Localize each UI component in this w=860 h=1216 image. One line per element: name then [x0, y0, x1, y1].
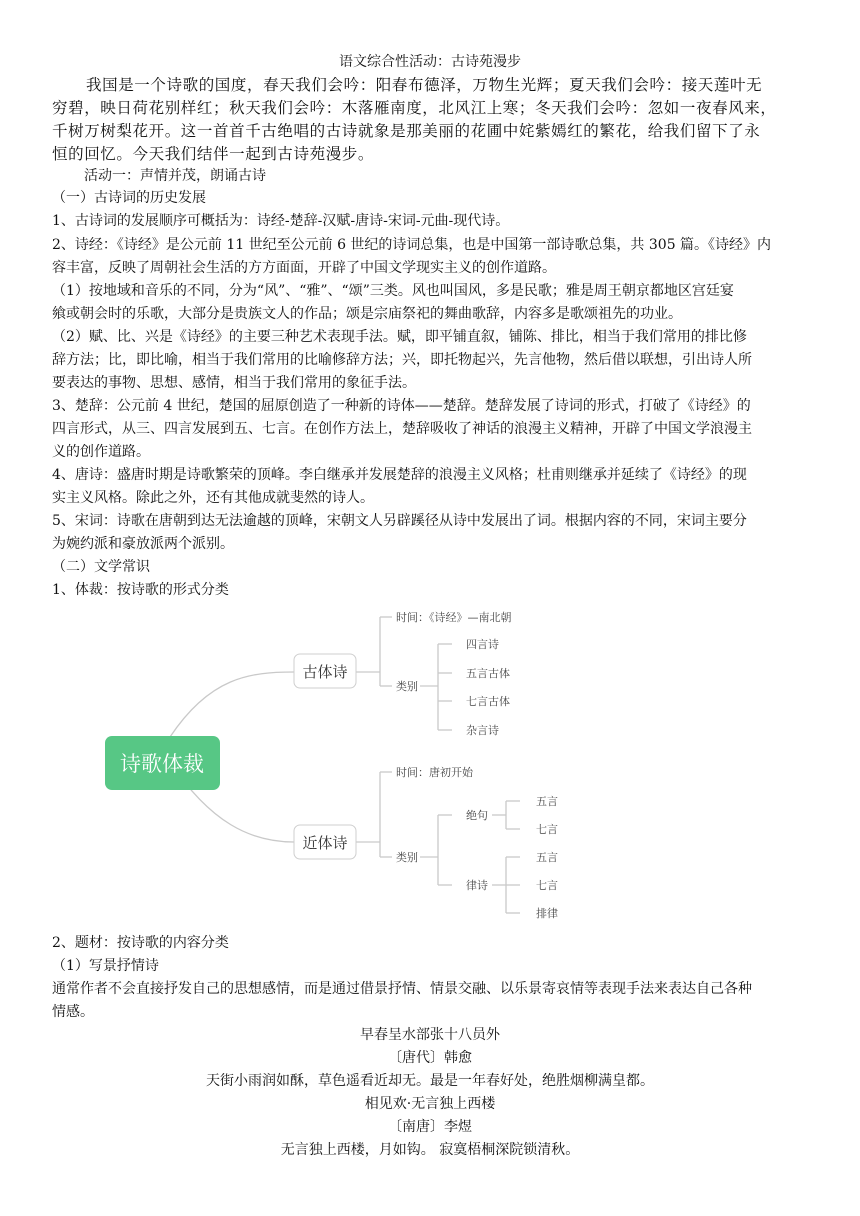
modern-poetry-label: 近体诗	[302, 834, 348, 852]
poetry-genre-mindmap	[100, 602, 560, 932]
ancient-category-label: 类别	[396, 680, 418, 693]
paragraph-3-line-2: 四言形式，从三、四言发展到五、七言。在创作方法上，楚辞吸收了神话的浪漫主义精神，开辟了中国文学浪漫主	[52, 421, 752, 437]
ancient-item-2: 五言古体	[466, 667, 510, 680]
paragraph-2-line-1: 2、诗经：《诗经》是公元前 11 世纪至公元前 6 世纪的诗词总集，也是中国第一部诗歌总集，共 305 篇。《诗经》内	[52, 237, 772, 253]
paragraph-5-line-1: 5、宋词：诗歌在唐朝到达无法逾越的顶峰，宋朝文人另辟蹊径从诗中发展出了词。根据内容的不同，宋词主要分	[52, 513, 747, 529]
lvshi-item-2: 七言	[536, 879, 558, 892]
activity-heading: 活动一：声情并茂，朗诵古诗	[84, 168, 266, 184]
paragraph-2b-line-3: 要表达的事物、思想、感情，相当于我们常用的象征手法。	[52, 375, 416, 391]
paragraph-5-line-2: 为婉约派和豪放派两个派别。	[52, 536, 234, 552]
paragraph-4-line-2: 实主义风格。除此之外，还有其他成就斐然的诗人。	[52, 490, 374, 506]
paragraph-3-line-1: 3、楚辞：公元前 4 世纪，楚国的屈原创造了一种新的诗体——楚辞。楚辞发展了诗词的形式，打破了《诗经》的	[52, 398, 751, 414]
poem-2-text: 无言独上西楼，月如钩。 寂寞梧桐深院锁清秋。	[280, 1142, 580, 1158]
lvshi-item-1: 五言	[536, 851, 558, 864]
paragraph-2a-line-2: 飨或朝会时的乐歌，大部分是贵族文人的作品；颂是宗庙祭祀的舞曲歌辞，内容多是歌颂祖先的功业。	[52, 306, 682, 322]
section-heading-history: （一）古诗词的历史发展	[52, 190, 206, 206]
poem-1-title: 早春呈水部张十八员外	[360, 1027, 500, 1043]
poem-2-author: 〔南唐〕李煜	[388, 1119, 472, 1135]
theme-heading: 2、题材：按诗歌的内容分类	[52, 935, 229, 951]
document-title: 语文综合性活动：古诗苑漫步	[339, 54, 521, 70]
theme-desc-line-2: 情感。	[52, 1004, 94, 1020]
ancient-item-4: 杂言诗	[466, 724, 499, 737]
ancient-item-1: 四言诗	[466, 638, 499, 651]
intro-line-1: 我国是一个诗歌的国度，春天我们会吟：阳春布德泽，万物生光辉；夏天我们会吟：接天莲叶无	[86, 76, 763, 94]
root-node-label: 诗歌体裁	[120, 752, 204, 776]
paragraph-1: 1、古诗词的发展顺序可概括为：诗经-楚辞-汉赋-唐诗-宋词-元曲-现代诗。	[52, 213, 510, 229]
genre-heading: 1、体裁：按诗歌的形式分类	[52, 582, 229, 598]
intro-line-2: 穷碧，映日荷花别样红；秋天我们会吟：木落雁南度，北风江上寒；冬天我们会吟：忽如一夜春风来，	[52, 99, 777, 117]
paragraph-3-line-3: 义的创作道路。	[52, 444, 150, 460]
poem-1-author: 〔唐代〕韩愈	[388, 1050, 472, 1066]
paragraph-2-line-2: 容丰富，反映了周朝社会生活的方方面面，开辟了中国文学现实主义的创作道路。	[52, 260, 556, 276]
theme-subheading: （1）写景抒情诗	[52, 958, 159, 974]
paragraph-4-line-1: 4、唐诗：盛唐时期是诗歌繁荣的顶峰。李白继承并发展楚辞的浪漫主义风格；杜甫则继承并延续了《诗经》的现	[52, 467, 747, 483]
paragraph-2b-line-2: 辞方法；比，即比喻，相当于我们常用的比喻修辞方法；兴，即托物起兴，先言他物，然后借以联想，引出诗人所	[52, 352, 752, 368]
ancient-time-label: 时间：《诗经》—南北朝	[396, 611, 512, 624]
poem-1-text: 天街小雨润如酥，草色遥看近却无。最是一年春好处，绝胜烟柳满皇都。	[206, 1073, 654, 1089]
lvshi-item-3: 排律	[536, 907, 558, 920]
paragraph-2b-line-1: （2）赋、比、兴是《诗经》的主要三种艺术表现手法。赋，即平铺直叙，铺陈、排比，相当于我们常用的排比修	[52, 329, 747, 345]
poem-2-title: 相见欢·无言独上西楼	[364, 1096, 496, 1112]
section-heading-literature: （二）文学常识	[52, 559, 150, 575]
jueju-item-1: 五言	[536, 795, 558, 808]
modern-category-label: 类别	[396, 851, 418, 864]
jueju-item-2: 七言	[536, 823, 558, 836]
ancient-item-3: 七言古体	[466, 695, 510, 708]
intro-line-3: 千树万树梨花开。这一首首千古绝唱的古诗就象是那美丽的花圃中姹紫嫣红的繁花，给我们留下了永	[52, 122, 761, 140]
paragraph-2a-line-1: （1）按地域和音乐的不同，分为“风”、“雅”、“颂”三类。风也叫国风，多是民歌；雅是周王朝京都地区宫廷宴	[52, 283, 734, 299]
theme-desc-line-1: 通常作者不会直接抒发自己的思想感情，而是通过借景抒情、情景交融、以乐景寄哀情等表现手法来表达自己各种	[52, 981, 752, 997]
jueju-label: 绝句	[466, 809, 488, 822]
ancient-poetry-label: 古体诗	[302, 663, 348, 681]
modern-time-label: 时间：唐初开始	[396, 766, 473, 779]
intro-line-4: 恒的回忆。今天我们结伴一起到古诗苑漫步。	[52, 145, 375, 163]
lvshi-label: 律诗	[466, 879, 488, 892]
